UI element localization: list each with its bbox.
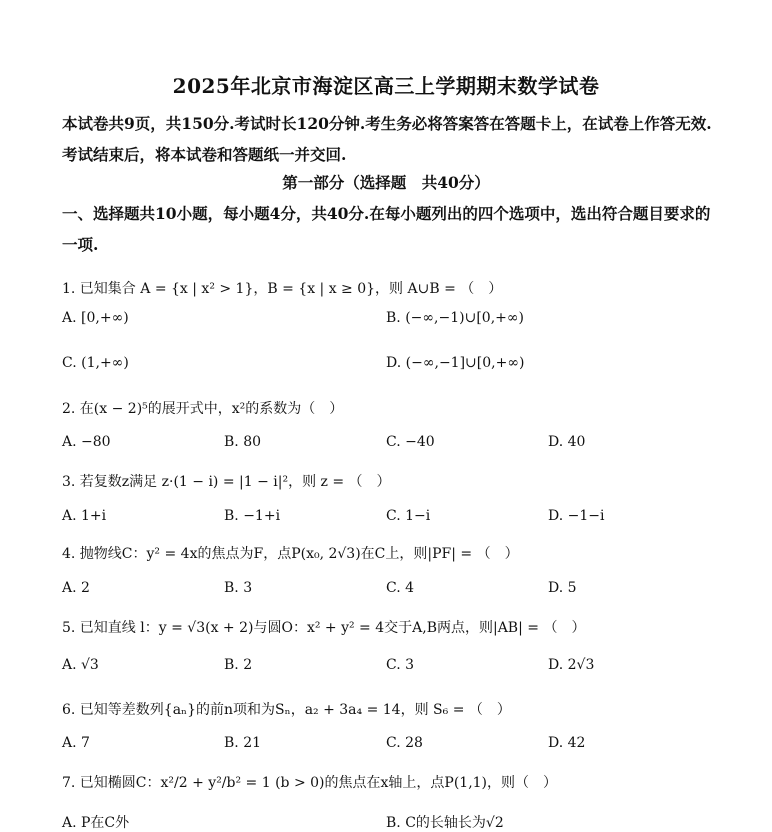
option-text: (−∞,−1)∪[0,+∞) (405, 310, 525, 326)
question-2-option-b[interactable]: B. 80 (224, 434, 262, 450)
question-3-stem: 3. 若复数z满足 z·(1 − i) = |1 − i|²，则 z = （ ） (62, 474, 391, 490)
exam-title: 2025年北京市海淀区高三上学期期末数学试卷 (172, 74, 600, 98)
option-text: 1−i (405, 508, 431, 524)
question-1-option-d[interactable]: D. (−∞,−1]∪[0,+∞) (386, 355, 525, 371)
question-6-option-c[interactable]: C. 28 (386, 735, 423, 751)
question-4-option-b[interactable]: B. 3 (224, 580, 253, 596)
option-text: 4 (405, 580, 415, 596)
question-3-option-a[interactable]: A. 1+i (62, 508, 107, 524)
option-text: 3 (243, 580, 253, 596)
question-3-option-c[interactable]: C. 1−i (386, 508, 431, 524)
option-text: −1−i (567, 508, 605, 524)
question-4-option-d[interactable]: D. 5 (548, 580, 577, 596)
option-text: √3 (81, 657, 99, 673)
question-2-option-a[interactable]: A. −80 (62, 434, 111, 450)
question-6-option-a[interactable]: A. 7 (62, 735, 90, 751)
question-5-stem: 5. 已知直线 l：y = √3(x + 2)与圆O：x² + y² = 4交于A,B两点，则|AB| = （ ） (62, 620, 586, 636)
option-text: 2 (243, 657, 253, 673)
question-5-option-a[interactable]: A. √3 (62, 657, 99, 673)
question-4-option-a[interactable]: A. 2 (62, 580, 90, 596)
question-5-option-c[interactable]: C. 3 (386, 657, 415, 673)
section-heading: 一、选择题共10小题，每小题4分，共40分.在每小题列出的四个选项中，选出符合题目要求的一项. (62, 204, 711, 254)
part-heading: 第一部分（选择题 共40分） (282, 173, 490, 192)
question-6-stem: 6. 已知等差数列{aₙ}的前n项和为Sₙ，a₂ + 3a₄ = 14，则 S₆ = （ ） (62, 702, 511, 718)
question-1-option-b[interactable]: B. (−∞,−1)∪[0,+∞) (386, 310, 525, 326)
question-5-option-d[interactable]: D. 2√3 (548, 657, 595, 673)
question-7-option-a[interactable]: A. P在C外 (62, 815, 130, 831)
question-2-option-c[interactable]: C. −40 (386, 434, 435, 450)
option-text: 28 (405, 735, 423, 751)
question-4-option-c[interactable]: C. 4 (386, 580, 415, 596)
option-text: 40 (567, 434, 586, 450)
question-2-stem: 2. 在(x − 2)⁵的展开式中，x²的系数为（ ） (62, 401, 344, 417)
question-2-option-d[interactable]: D. 40 (548, 434, 586, 450)
option-text: P在C外 (81, 815, 130, 831)
question-1-option-a[interactable]: A. [0,+∞) (62, 310, 129, 326)
option-text: 42 (567, 735, 586, 751)
question-1-stem: 1. 已知集合 A = {x | x² > 1}，B = {x | x ≥ 0}，则 A∪B = （ ） (62, 281, 503, 297)
question-1-option-c[interactable]: C. (1,+∞) (62, 355, 129, 371)
option-text: 7 (81, 735, 90, 751)
option-text: 21 (243, 735, 262, 751)
option-text: −40 (405, 434, 435, 450)
option-text: −1+i (243, 508, 281, 524)
option-text: 2√3 (567, 657, 595, 673)
question-7-stem: 7. 已知椭圆C：x²/2 + y²/b² = 1 (b > 0)的焦点在x轴上，点P(1,1)，则（ ） (62, 775, 558, 791)
question-5-option-b[interactable]: B. 2 (224, 657, 253, 673)
question-4-stem: 4. 抛物线C：y² = 4x的焦点为F，点P(x₀, 2√3)在C上，则|PF| = （ ） (62, 546, 519, 562)
question-3-option-b[interactable]: B. −1+i (224, 508, 281, 524)
option-text: C的长轴长为√2 (405, 815, 504, 831)
option-text: 80 (243, 434, 262, 450)
option-text: [0,+∞) (81, 310, 129, 326)
option-text: 2 (81, 580, 90, 596)
option-text: 1+i (81, 508, 107, 524)
question-6-option-b[interactable]: B. 21 (224, 735, 262, 751)
option-text: 3 (405, 657, 415, 673)
exam-instructions: 本试卷共9页，共150分.考试时长120分钟.考生务必将答案答在答题卡上，在试卷上作答无效.考试结束后，将本试卷和答题纸一并交回. (62, 114, 712, 164)
option-text: (−∞,−1]∪[0,+∞) (405, 355, 525, 371)
option-text: 5 (567, 580, 577, 596)
question-7-option-b[interactable]: B. C的长轴长为√2 (386, 815, 504, 831)
option-text: −80 (81, 434, 111, 450)
question-6-option-d[interactable]: D. 42 (548, 735, 586, 751)
question-3-option-d[interactable]: D. −1−i (548, 508, 605, 524)
option-text: (1,+∞) (81, 355, 129, 371)
